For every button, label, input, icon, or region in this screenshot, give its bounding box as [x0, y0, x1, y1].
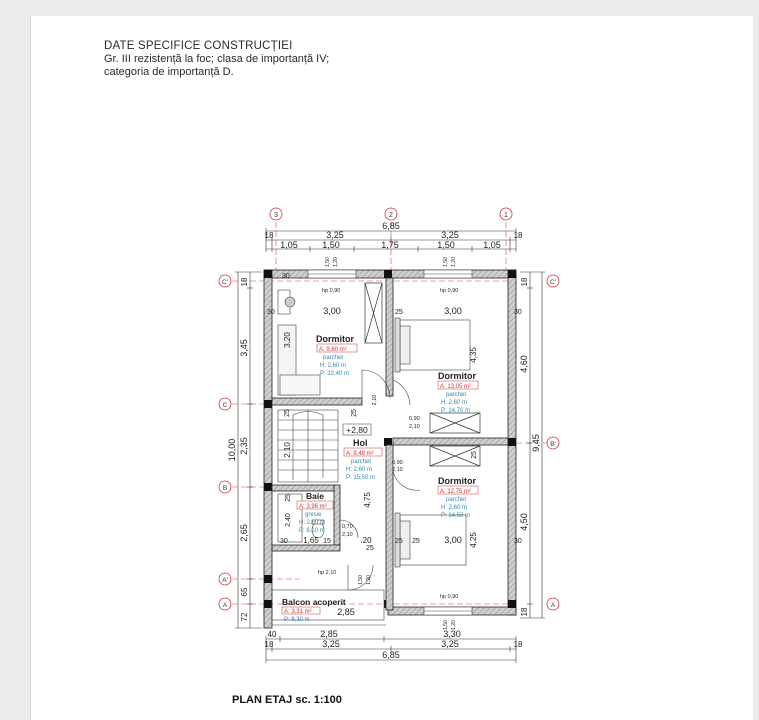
axis-label-left-5: A: [222, 602, 228, 609]
dim-top-total: 6,85: [382, 221, 400, 231]
dim-right-seg-1: 18: [520, 277, 529, 287]
svg-text:hp 2,10: hp 2,10: [318, 570, 337, 576]
svg-text:0,90: 0,90: [409, 416, 420, 422]
room-perimeter: P: 14,50 m: [441, 513, 471, 519]
room-height: H: 2,60 m: [441, 400, 468, 406]
dim-top-mid-1: 18: [264, 231, 274, 240]
room-name: Baie: [306, 491, 324, 501]
svg-text:2,40: 2,40: [285, 513, 292, 527]
svg-text:30: 30: [514, 309, 522, 316]
svg-text:2,10: 2,10: [409, 424, 420, 430]
room-name: Dormitor: [438, 476, 476, 486]
svg-text:1,65: 1,65: [303, 536, 319, 545]
dim-bottom-inner-1: 40: [267, 630, 277, 639]
room-area: A: 3,96 m²: [299, 504, 327, 510]
dim-left-seg-1: 18: [240, 277, 249, 287]
room-name: Hol: [353, 438, 368, 448]
room-hol: [344, 438, 382, 481]
dim-left-total: 10,00: [227, 438, 237, 462]
axis-label-top-3: 3: [274, 212, 278, 219]
room-perimeter: P: 14,70 m: [441, 408, 471, 414]
level-mark: +2,80: [346, 425, 368, 435]
axis-label-left-3: B: [222, 485, 228, 492]
header-title: DATE SPECIFICE CONSTRUCȚIEI: [104, 40, 293, 52]
svg-text:hp 0,90: hp 0,90: [440, 594, 459, 600]
svg-text:25: 25: [412, 538, 420, 545]
room-area: A: 3,31 m²: [284, 609, 312, 615]
room-name: Dormitor: [438, 371, 476, 381]
room-perimeter: P: 12,40 m: [320, 371, 350, 377]
svg-text:25: 25: [351, 409, 358, 417]
dim-bottom-mid-2: 3,25: [322, 639, 340, 649]
dim-right-total: 9,45: [531, 434, 541, 452]
svg-text:30: 30: [280, 538, 288, 545]
room-floor: gresie: [305, 512, 322, 518]
svg-text:3,00: 3,00: [444, 306, 462, 316]
room-height: H: 2,60 m: [320, 363, 347, 369]
room-floor: parchet: [351, 459, 372, 465]
room-area: A: 12,75 m²: [440, 489, 472, 495]
dim-bottom-mid-4: 18: [513, 640, 523, 649]
room-height: H: 2,60 m: [346, 467, 373, 473]
svg-text:25: 25: [395, 538, 403, 545]
room-perimeter: P: 8,30 m: [284, 617, 310, 623]
dim-top-mid-2: 3,25: [326, 230, 344, 240]
svg-text:0,90: 0,90: [392, 460, 403, 466]
room-dormitor-2: [438, 371, 478, 414]
svg-text:3,20: 3,20: [283, 332, 292, 348]
dim-top-inner-2: 1,50: [322, 240, 340, 250]
svg-text:1,20: 1,20: [333, 257, 339, 267]
header-line-fire-class: Gr. III rezistență la foc; clasa de importanță IV;: [104, 53, 330, 65]
dim-bottom-mid-3: 3,25: [441, 639, 459, 649]
svg-text:4,25: 4,25: [469, 532, 478, 548]
room-height: H: 2,60 m: [441, 505, 468, 511]
room-perimeter: P: 8,10 m: [299, 528, 325, 534]
axis-label-top-2: 2: [389, 212, 393, 219]
room-area: A: 13,05 m²: [440, 384, 472, 390]
room-perimeter: P: 15,50 m: [346, 475, 376, 481]
dim-top-mid-4: 18: [513, 231, 523, 240]
dim-right-seg-4: 18: [520, 607, 529, 617]
svg-text:0,70: 0,70: [342, 524, 353, 530]
svg-text:25: 25: [395, 309, 403, 316]
dim-top-inner-5: 1,05: [483, 240, 501, 250]
dim-right-seg-2: 4,60: [519, 355, 529, 373]
svg-text:4,75: 4,75: [363, 492, 372, 508]
dim-top-inner-4: 1,50: [437, 240, 455, 250]
axis-label-top-1: 1: [504, 212, 508, 219]
svg-text:1,20: 1,20: [366, 575, 372, 585]
svg-text:2,10: 2,10: [392, 467, 403, 473]
svg-text:25: 25: [284, 409, 291, 417]
room-dormitor-1: [316, 334, 357, 377]
svg-text:2,10: 2,10: [283, 442, 292, 458]
svg-text:3,00: 3,00: [444, 535, 462, 545]
room-floor: parchet: [446, 392, 467, 398]
svg-text:1,20: 1,20: [451, 257, 457, 267]
room-floor: parchet: [446, 497, 467, 503]
dim-top-mid-3: 3,25: [441, 230, 459, 240]
dim-top-inner-3: 1,75: [381, 240, 399, 250]
svg-text:2,10: 2,10: [342, 532, 353, 538]
dim-left-seg-2: 3,45: [239, 339, 249, 357]
room-baie: [297, 491, 333, 534]
svg-text:1,50: 1,50: [443, 257, 449, 267]
svg-text:4,35: 4,35: [469, 347, 478, 363]
room-name: Balcon acoperit: [282, 597, 346, 607]
svg-text:2,85: 2,85: [337, 607, 355, 617]
room-name: Dormitor: [316, 334, 354, 344]
dim-left-seg-3: 2,35: [239, 437, 249, 455]
axis-label-left-4: A': [222, 577, 228, 584]
room-area: A: 9,60 m²: [319, 347, 347, 353]
dim-left-seg-6: 72: [240, 612, 249, 622]
dim-right-seg-3: 4,50: [519, 513, 529, 531]
room-height: H: 2,60 m: [299, 520, 326, 526]
svg-text:30: 30: [282, 273, 290, 280]
room-dormitor-3: [438, 476, 478, 519]
room-area: A: 9,48 m²: [346, 451, 374, 457]
svg-text:1,50: 1,50: [325, 257, 331, 267]
svg-text:1,20: 1,20: [451, 620, 457, 630]
svg-text:2,10: 2,10: [372, 394, 378, 406]
axis-label-right-2: B': [550, 441, 556, 448]
dim-bottom-total: 6,85: [382, 650, 400, 660]
svg-text:30: 30: [514, 538, 522, 545]
svg-text:1,50: 1,50: [443, 620, 449, 630]
plan-title: PLAN ETAJ sc. 1:100: [232, 694, 342, 706]
svg-text:25: 25: [366, 545, 374, 552]
svg-text:25: 25: [471, 451, 478, 459]
axis-label-left-2: C: [222, 402, 228, 409]
dim-top-inner-1: 1,05: [280, 240, 298, 250]
svg-text:25: 25: [285, 494, 292, 502]
room-floor: parchet: [323, 355, 344, 361]
svg-text:15: 15: [323, 538, 331, 545]
svg-text:hp 0,90: hp 0,90: [322, 288, 341, 294]
bed-upper-right: [395, 318, 470, 372]
dim-bottom-mid-1: 18: [264, 640, 274, 649]
svg-text:30: 30: [267, 309, 275, 316]
svg-text:hp 0,90: hp 0,90: [440, 288, 459, 294]
axis-label-right-1: C': [550, 279, 556, 286]
dim-bottom-inner-2: 2,85: [320, 629, 338, 639]
axis-label-left-1: C': [222, 279, 228, 286]
svg-text:1,50: 1,50: [358, 575, 364, 585]
axis-label-right-3: A: [550, 602, 556, 609]
dim-left-seg-4: 2,65: [239, 524, 249, 542]
header-line-category: categoria de importanță D.: [104, 66, 234, 78]
dim-left-seg-5: 65: [240, 587, 249, 597]
svg-text:.20: .20: [360, 536, 372, 545]
dim-bottom-inner-3: 3,30: [443, 629, 461, 639]
svg-text:3,00: 3,00: [323, 306, 341, 316]
